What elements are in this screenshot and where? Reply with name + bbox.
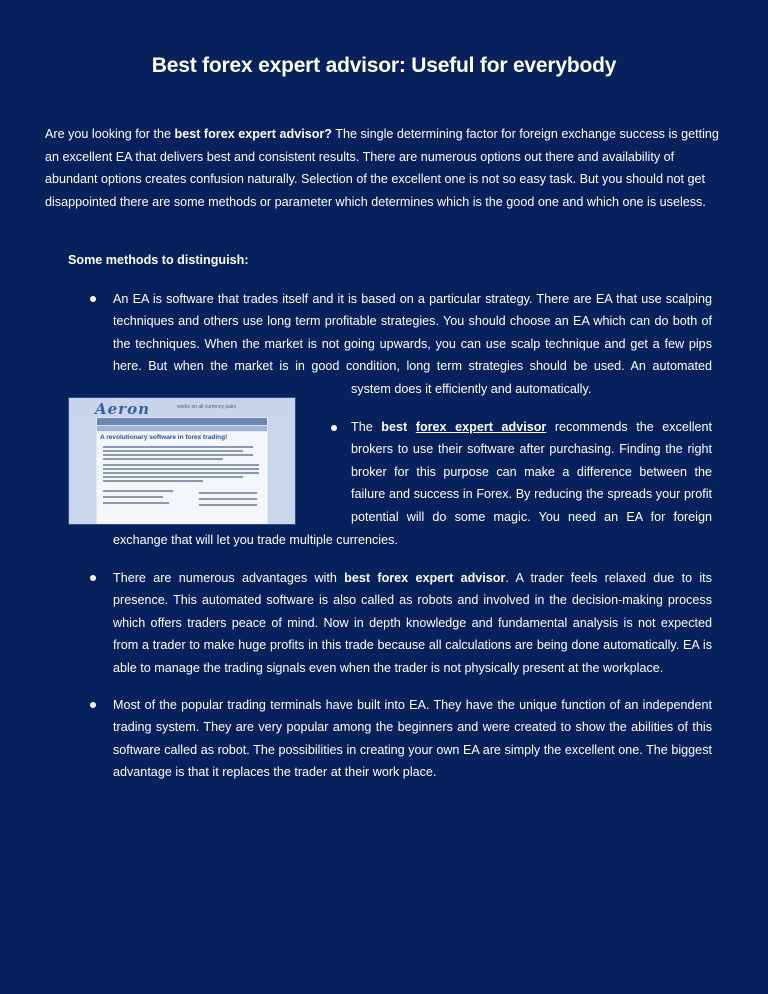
bullet-2-tail: exchange that will let you trade multiple currencies. [113, 533, 398, 547]
bullet-3-text [113, 567, 712, 679]
bullet-2-rest: recommends the excellent brokers to use their software after purchasing. Finding the right broker for this purpose can make a difference between the failure and success in Forex. By reducing the spreads your profit potential will do some magic. You need an EA for foreign [351, 420, 713, 524]
bullet-marker [90, 702, 96, 708]
section-subheading: Some methods to distinguish: [68, 253, 249, 267]
bullet-marker [331, 425, 337, 431]
bullet-2-text [351, 416, 712, 528]
bullet-3-pre: There are numerous advantages with [113, 571, 345, 585]
bullet-2-bold: best [381, 420, 408, 434]
intro-rest: The single determining factor for foreign exchange success is getting an excellent EA that delivers best and consistent results. There are numerous options out there and availability of abundant options creates confusion naturally. Selection of the excellent one is not so easy task. But you should not get disappointed there are some methods or parameter which determines which is the good one and which one is useless. [45, 127, 719, 209]
intro-bold: best forex expert advisor? [174, 127, 332, 141]
bullet-3-rest: . A trader feels relaxed due to its presence. This automated software is also called as robots and involved in the decision-making process which offers traders peace of mind. Now in depth knowledge and fundamental analysis is not expected from a trader to make huge profits in this trade because all calculations are being done automatically. EA is able to manage the trading signals even when the trader is not physically present at the workplace. [113, 571, 712, 675]
bullet-marker [90, 575, 96, 581]
bullet-1-tail: system does it efficiently and automatically. [351, 382, 592, 396]
bullet-3-bold: best forex expert advisor [344, 571, 506, 585]
intro-paragraph [45, 123, 723, 213]
aeron-screenshot-image [68, 397, 296, 525]
thumbnail-headline: A revolutionary software in forex trading! [100, 434, 228, 441]
bullet-marker [90, 296, 96, 302]
thumbnail-tagline: works on all currency pairs [177, 404, 237, 410]
bullet-2-pre: The [351, 420, 382, 434]
forex-expert-advisor-link[interactable]: forex expert advisor [415, 420, 547, 434]
aeron-logo: Aeron [95, 400, 150, 418]
bullet-1-text: An EA is software that trades itself and it is based on a particular strategy. There are EA that use scalping techniques and others use long term profitable strategies. You should choose an EA which can do both of the techniques. When the market is not going upwards, you can use scalp technique and get a few pips here. But when the market is in good condition, long term strategies should be used. An automated [113, 292, 712, 374]
intro-lead: Are you looking for the [45, 127, 175, 141]
page-title: Best forex expert advisor: Useful for everybody [151, 54, 617, 77]
bullet-4-text: Most of the popular trading terminals have built into EA. They have the unique function of an independent trading system. They are very popular among the beginners and were created to show the abilities of this software called as robot. The possibilities in creating your own EA are simply the excellent one. The biggest advantage is that it replaces the trader at their work place. [113, 698, 712, 780]
